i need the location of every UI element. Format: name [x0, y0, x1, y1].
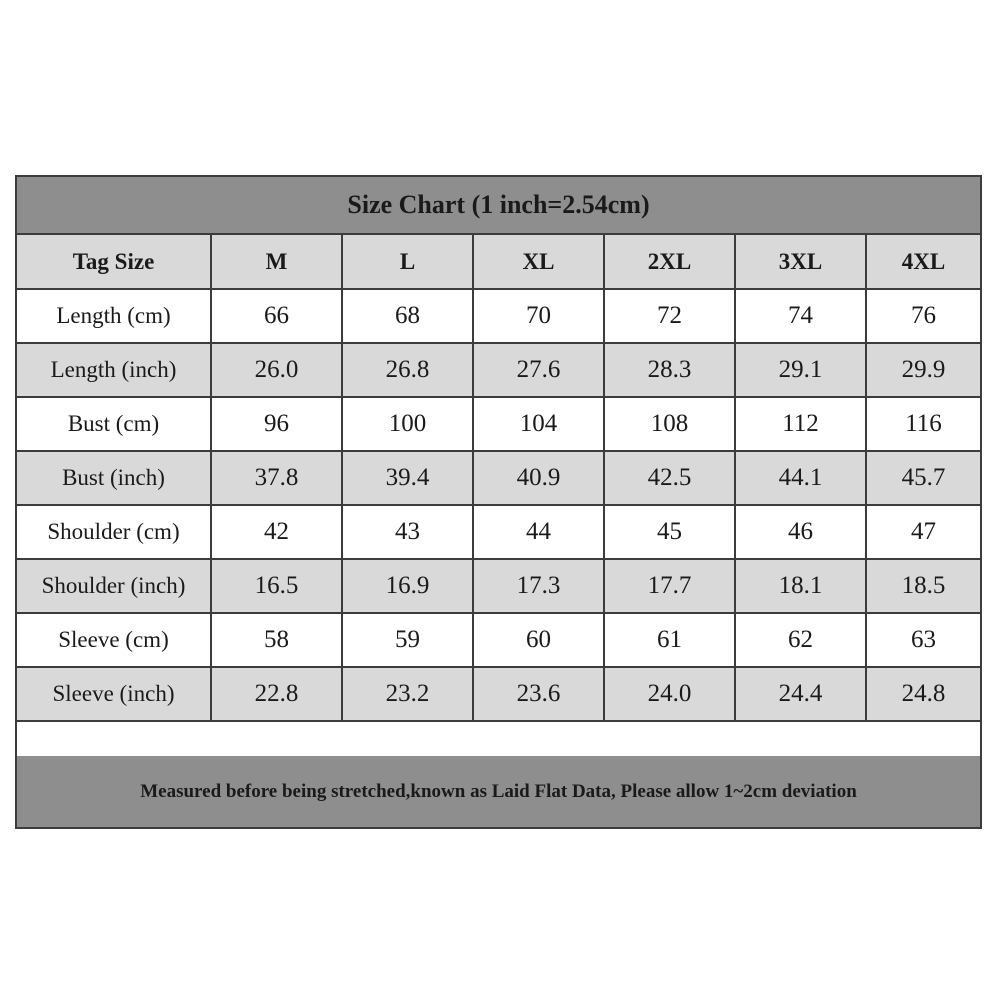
table-cell: 39.4	[342, 451, 473, 505]
table-row	[17, 343, 980, 397]
table-cell: 37.8	[211, 451, 342, 505]
table-cell: 72	[604, 289, 735, 343]
table-cell: 23.6	[473, 667, 604, 721]
chart-title: Size Chart (1 inch=2.54cm)	[17, 177, 980, 235]
table-cell: 60	[473, 613, 604, 667]
table-cell: 96	[211, 397, 342, 451]
table-cell: 61	[604, 613, 735, 667]
table-cell: 17.3	[473, 559, 604, 613]
header-size-4xl: 4XL	[866, 235, 980, 289]
table-cell: 42.5	[604, 451, 735, 505]
table-cell: 29.1	[735, 343, 866, 397]
table-cell: 108	[604, 397, 735, 451]
header-size-3xl: 3XL	[735, 235, 866, 289]
table-cell: 26.0	[211, 343, 342, 397]
header-size-l: L	[342, 235, 473, 289]
table-cell: 68	[342, 289, 473, 343]
table-row	[17, 289, 980, 343]
row-label: Length (inch)	[17, 343, 211, 397]
table-cell: 62	[735, 613, 866, 667]
header-row	[17, 235, 980, 289]
row-label: Bust (cm)	[17, 397, 211, 451]
table-cell: 28.3	[604, 343, 735, 397]
header-size-2xl: 2XL	[604, 235, 735, 289]
table-cell: 46	[735, 505, 866, 559]
header-tag-size: Tag Size	[17, 235, 211, 289]
table-cell: 76	[866, 289, 980, 343]
table-cell: 22.8	[211, 667, 342, 721]
footer-note: Measured before being stretched,known as Laid Flat Data, Please allow 1~2cm deviation	[17, 756, 980, 827]
table-cell: 70	[473, 289, 604, 343]
row-label: Shoulder (cm)	[17, 505, 211, 559]
table-row	[17, 613, 980, 667]
table-cell: 24.0	[604, 667, 735, 721]
table-cell: 58	[211, 613, 342, 667]
table-cell: 43	[342, 505, 473, 559]
table-row	[17, 451, 980, 505]
table-cell: 26.8	[342, 343, 473, 397]
table-cell: 59	[342, 613, 473, 667]
table-cell: 24.4	[735, 667, 866, 721]
table-row	[17, 397, 980, 451]
table-cell: 66	[211, 289, 342, 343]
row-label: Length (cm)	[17, 289, 211, 343]
table-cell: 23.2	[342, 667, 473, 721]
table-cell: 63	[866, 613, 980, 667]
table-cell: 74	[735, 289, 866, 343]
table-cell: 18.5	[866, 559, 980, 613]
table-cell: 45	[604, 505, 735, 559]
table-cell: 16.5	[211, 559, 342, 613]
table-cell: 45.7	[866, 451, 980, 505]
header-size-xl: XL	[473, 235, 604, 289]
table-cell: 44	[473, 505, 604, 559]
table-cell: 40.9	[473, 451, 604, 505]
table-row	[17, 559, 980, 613]
row-label: Shoulder (inch)	[17, 559, 211, 613]
row-label: Bust (inch)	[17, 451, 211, 505]
table-cell: 116	[866, 397, 980, 451]
table-cell: 16.9	[342, 559, 473, 613]
table-row	[17, 667, 980, 721]
row-label: Sleeve (inch)	[17, 667, 211, 721]
row-label: Sleeve (cm)	[17, 613, 211, 667]
table-cell: 44.1	[735, 451, 866, 505]
size-chart	[15, 175, 982, 829]
table-cell: 24.8	[866, 667, 980, 721]
table-cell: 112	[735, 397, 866, 451]
table-cell: 29.9	[866, 343, 980, 397]
table-cell: 100	[342, 397, 473, 451]
size-table	[17, 235, 980, 722]
table-cell: 104	[473, 397, 604, 451]
header-size-m: M	[211, 235, 342, 289]
table-cell: 42	[211, 505, 342, 559]
table-cell: 47	[866, 505, 980, 559]
table-row	[17, 505, 980, 559]
table-cell: 27.6	[473, 343, 604, 397]
table-cell: 17.7	[604, 559, 735, 613]
table-cell: 18.1	[735, 559, 866, 613]
